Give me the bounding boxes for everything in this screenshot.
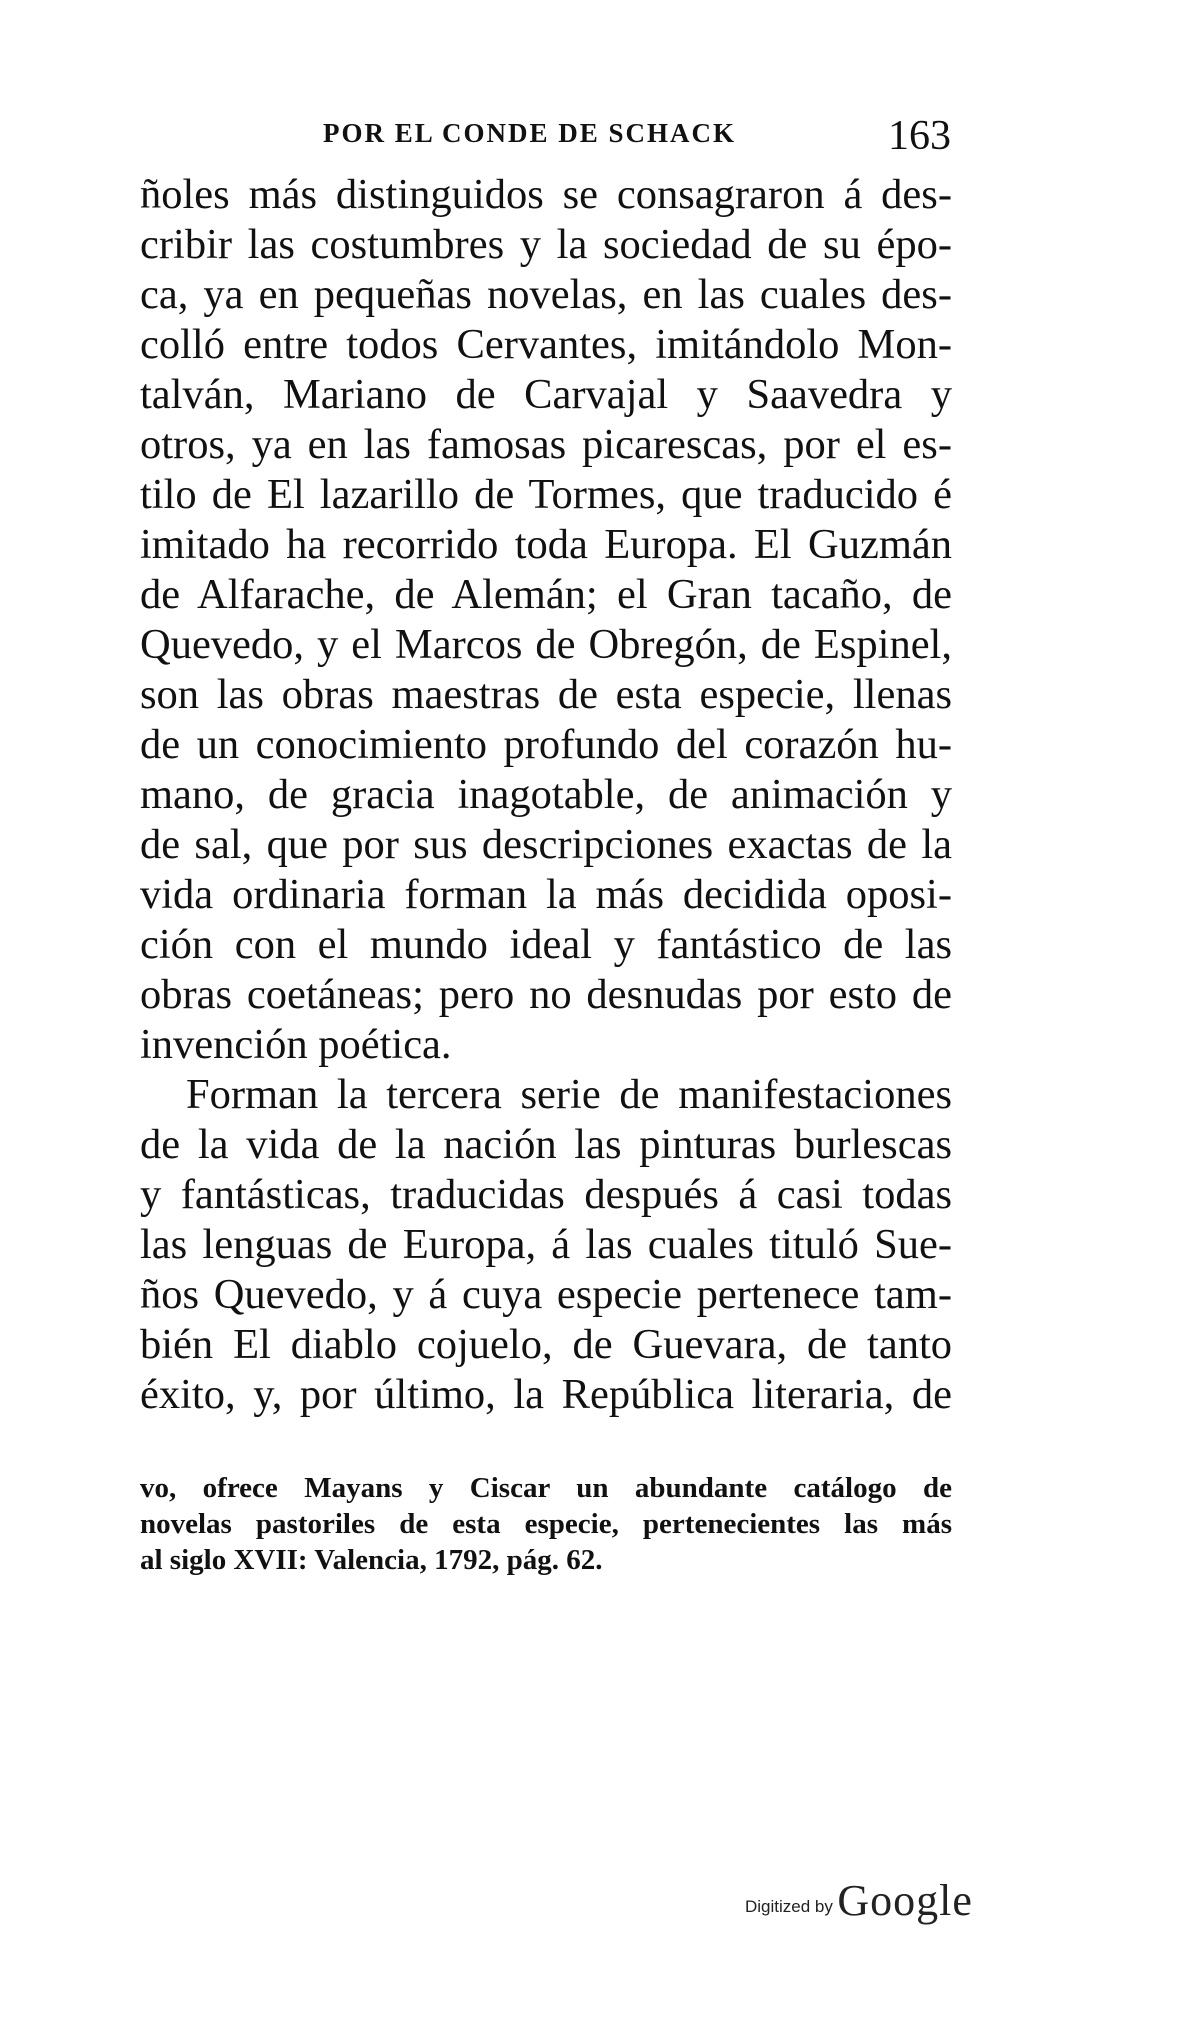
text-line: talván, Mariano de Carvajal y Saavedra y [140, 371, 952, 418]
text-line: ños Quevedo, y á cuya especie pertenece tam- [140, 1271, 952, 1318]
text-line: obras coetáneas; pero no desnudas por esto de [140, 971, 952, 1018]
paragraph-start-line: Forman la tercera serie de manifestaciones [186, 1071, 952, 1118]
text-line: Quevedo, y el Marcos de Obregón, de Espinel, [140, 621, 952, 668]
text-line: ca, ya en pequeñas novelas, en las cuales des- [140, 271, 952, 318]
text-line: las lenguas de Europa, á las cuales tituló Sue- [140, 1221, 952, 1268]
digitized-watermark [745, 1875, 973, 1926]
paragraph-end-line: invención poética. [140, 1021, 452, 1068]
google-logo: Google [837, 1876, 973, 1925]
text-line: son las obras maestras de esta especie, llenas [140, 671, 952, 718]
text-line: ción con el mundo ideal y fantástico de las [140, 921, 952, 968]
text-line: y fantásticas, traducidas después á casi todas [140, 1171, 952, 1218]
footnote [140, 1470, 952, 1578]
text-line: bién El diablo cojuelo, de Guevara, de tanto [140, 1321, 952, 1368]
text-line: de sal, que por sus descripciones exactas de la [140, 821, 952, 868]
footnote-line: vo, ofrece Mayans y Ciscar un abundante catálogo de [140, 1472, 952, 1504]
text-line: tilo de El lazarillo de Tormes, que traducido é [140, 471, 952, 518]
page-number: 163 [888, 113, 951, 159]
text-line: otros, ya en las famosas picarescas, por el es- [140, 421, 952, 468]
footnote-line: al siglo XVII: Valencia, 1792, pág. 62. [140, 1544, 603, 1576]
text-line: imitado ha recorrido toda Europa. El Guzmán [140, 521, 952, 568]
text-line: vida ordinaria forman la más decidida oposi- [140, 871, 952, 918]
page-header [0, 112, 1181, 162]
text-line: ñoles más distinguidos se consagraron á des- [140, 171, 952, 218]
text-line: de un conocimiento profundo del corazón hu- [140, 721, 952, 768]
text-line: colló entre todos Cervantes, imitándolo Mon- [140, 321, 952, 368]
text-line: éxito, y, por último, la República literaria, de [140, 1371, 952, 1418]
text-line: de la vida de la nación las pinturas burlescas [140, 1121, 952, 1168]
digitized-prefix: Digitized by [745, 1897, 833, 1916]
text-line: mano, de gracia inagotable, de animación y [140, 771, 952, 818]
running-title: POR EL CONDE DE SCHACK [323, 118, 737, 148]
main-text [140, 170, 952, 1420]
footnote-line: novelas pastoriles de esta especie, pertenecientes las más [140, 1508, 952, 1540]
text-line: de Alfarache, de Alemán; el Gran tacaño, de [140, 571, 952, 618]
text-line: cribir las costumbres y la sociedad de su épo- [140, 221, 952, 268]
